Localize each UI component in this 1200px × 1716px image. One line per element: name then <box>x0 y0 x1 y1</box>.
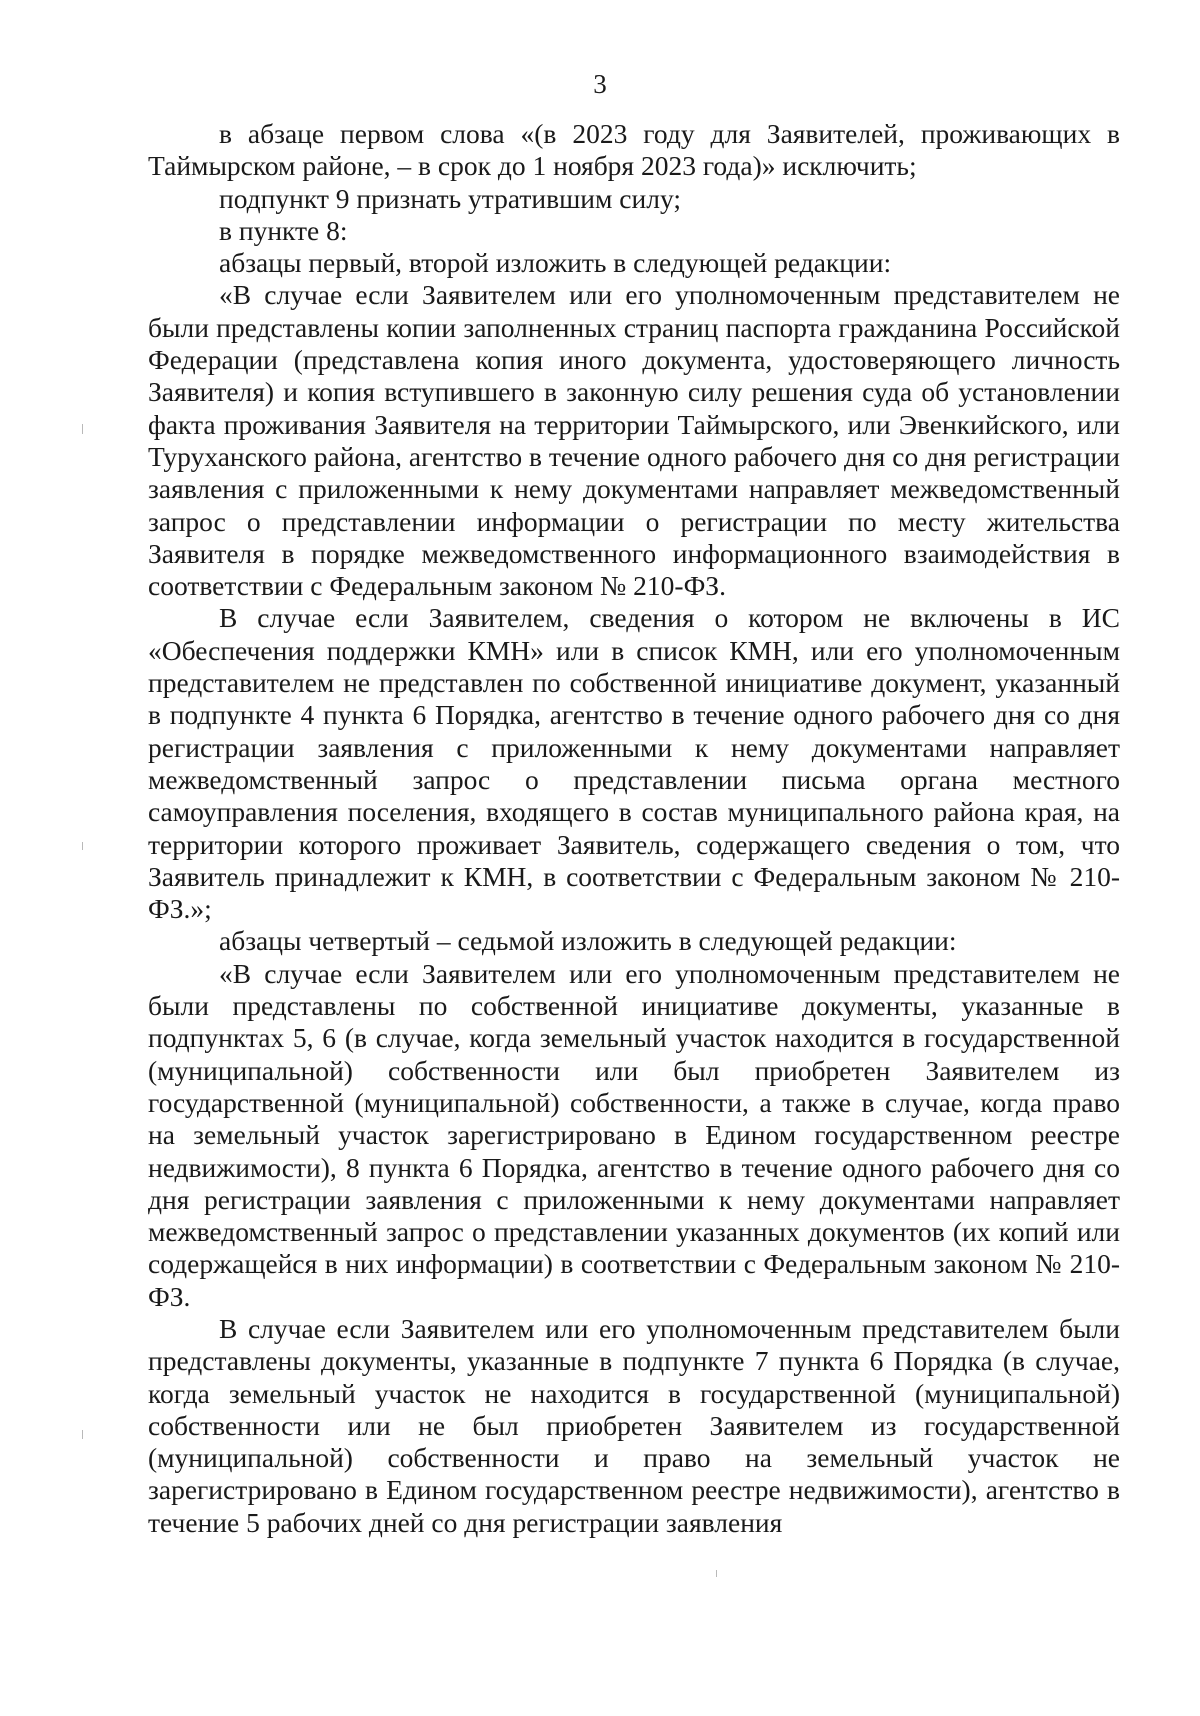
paragraph-subitem-7-documents: В случае если Заявителем или его уполномоченным представителем были представлены документы, указанные в подпункте 7 пункта 6 Порядка (в случае, когда земельный участок не находится в государственной (муниципальной) собственности или не был приобретен Заявителем из государственной (муниципальной) собственности и право на земельный участок не зарегистрировано в Едином государственном реестре недвижимости), агентство в течение 5 рабочих дней со дня регистрации заявления <box>148 1312 1120 1538</box>
scan-artifact <box>82 842 83 850</box>
paragraph-amend-first-abzac: в абзаце первом слова «(в 2023 году для Заявителей, проживающих в Таймырском районе, – в срок до 1 ноября 2023 года)» исключить; <box>148 118 1120 182</box>
scan-artifact <box>82 424 83 434</box>
paragraph-abzacs-1-2-intro: абзацы первый, второй изложить в следующей редакции: <box>219 247 892 279</box>
paragraph-abzacs-4-7-intro: абзацы четвертый – седьмой изложить в следующей редакции: <box>219 925 957 957</box>
scan-artifact <box>716 1570 717 1577</box>
paragraph-land-documents-request: «В случае если Заявителем или его уполномоченным представителем не были представлены по собственной инициативе документы, указанные в подпунктах 5, 6 (в случае, когда земельный участок находится в государственной (муниципальной) собственности или был приобретен Заявителем из государственной (муниципальной) собственности, а также в случае, когда право на земельный участок зарегистрировано в Едином государственном реестре недвижимости), 8 пункта 6 Порядка, агентство в течение одного рабочего дня со дня регистрации заявления с приложенными к нему документами направляет межведомственный запрос о представлении указанных документов (их копий или содержащейся в них информации) в соответствии с Федеральным законом № 210-ФЗ. <box>148 957 1120 1312</box>
page-number: 3 <box>593 69 607 99</box>
paragraph-item-8-heading: в пункте 8: <box>219 214 348 246</box>
paragraph-subitem-9-repeal: подпункт 9 признать утратившим силу; <box>219 182 681 214</box>
paragraph-kmn-request: В случае если Заявителем, сведения о котором не включены в ИС «Обеспечения поддержки КМН» или в список КМН, или его уполномоченным представителем не представлен по собственной инициативе документ, указанный в подпункте 4 пункта 6 Порядка, агентство в течение одного рабочего дня со дня регистрации заявления с приложенными к нему документами направляет межведомственный запрос о представлении письма органа местного самоуправления поселения, входящего в состав муниципального района края, на территории которого проживает Заявитель, содержащего сведения о том, что Заявитель принадлежит к КМН, в соответствии с Федеральным законом № 210-ФЗ.»; <box>148 602 1120 925</box>
paragraph-passport-request: «В случае если Заявителем или его уполномоченным представителем не были представлены копии заполненных страниц паспорта гражданина Российской Федерации (представлена копия иного документа, удостоверяющего личность Заявителя) и копия вступившего в законную силу решения суда об установлении факта проживания Заявителя на территории Таймырского, или Эвенкийского, или Туруханского района, агентство в течение одного рабочего дня со дня регистрации заявления с приложенными к нему документами направляет межведомственный запрос о представлении информации о регистрации по месту жительства Заявителя в порядке межведомственного информационного взаимодействия в соответствии с Федеральным законом № 210-ФЗ. <box>148 279 1120 602</box>
document-body <box>148 118 1120 1539</box>
scan-artifact <box>82 1430 83 1439</box>
